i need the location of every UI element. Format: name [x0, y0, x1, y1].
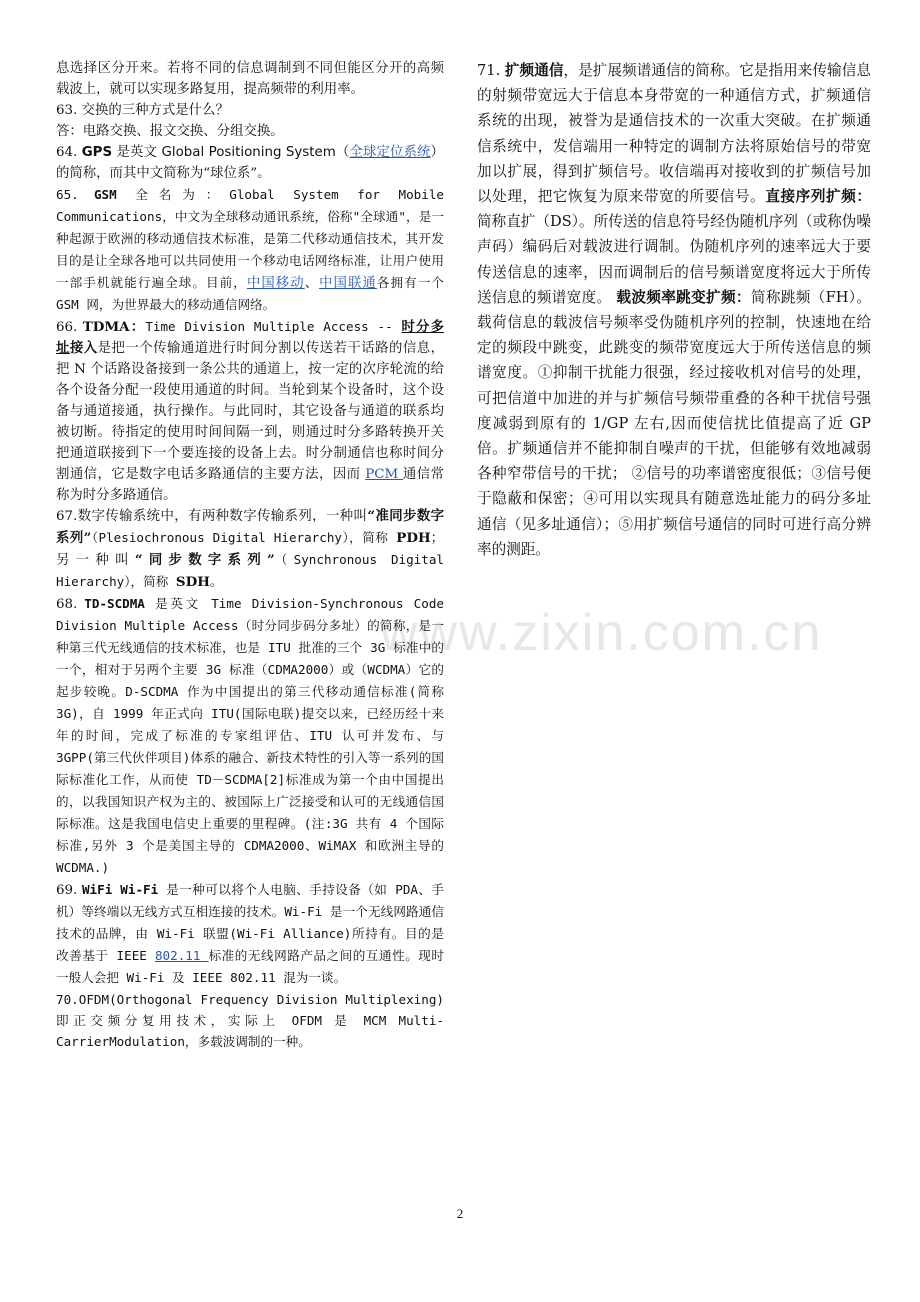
text: 通信常称为时分多路通信。	[56, 467, 444, 503]
text: 是英文 Time Division-Synchronous Code Division Multiple Access（时分同步码分多址）的简称，是一种第三代无线通信的技术标准，也是 ITU 批准的三个 3G 标准中的一个，相对于另两个主要 3G 标准（CDMA2000）或（WCDMA）它的起步较晚。D-SCDMA 作为中国提出的第三代移动通信标准(简称 3G)，自 1999 年正式向 ITU(国际电联)提交以来，已经历经十来年的时间，完成了标准的专家组评估、ITU 认可并发布、与 3GPP(第三代伙伴项目)体系的融合、新技术特性的引入等一系列的国际标准化工作，从而使 TD－SCDMA[2]标准成为第一个由中国提出的，以我国知识产权为主的、被国际上广泛接受和认可的无线通信国际标准。这是我国电信史上重要的里程碑。(注:3G 共有 4 个国际标准,另外 3 个是美国主导的 CDMA2000、WiMAX 和欧洲主导的 WCDMA.)	[56, 596, 444, 875]
text: （	[335, 145, 350, 160]
term-access: 接入	[69, 340, 98, 356]
term-sdh-series: “同步数字系列”	[134, 552, 275, 568]
answer-63: 答：电路交换、报文交换、分组交换。	[56, 124, 284, 139]
text: 简称跳频（FH）。载荷信息的载波信号频率受伪随机序列的控制，快速地在给定的频段中跳变，此跳变的频带宽度远大于所传送信息的频谱宽度。①抑制干扰能力很强，经过接收机对信号的处理，可把信道中加进的并与扩频信号频带重叠的各种干扰信号强度减弱到原有的 1/GP 左右,因而使信扰比值提高了近 GP 倍。扩频通信并不能抑制自噪声的干扰，但能够有效地减弱各种窄带信号的干扰； ②信号的功率谱密度很低；③信号便于隐蔽和保密；④可用以实现具有随意选址能力的码分多址通信（见多址通信）；⑤用扩频信号通信的同时可进行高分辨率的测距。	[477, 288, 871, 558]
text: 是一种可以将个人电脑、手持设备（如 PDA、手机）等终端以无线方式互相连接的技术。Wi-Fi 是一个无线网路通信技术的品牌，由 Wi-Fi 联盟(Wi-Fi Alliance)所持有。目的是改善基于 IEEE	[56, 882, 444, 963]
item-number: 66.	[56, 320, 83, 335]
paragraph-71	[477, 58, 871, 562]
text: （Plesiochronous Digital Hierarchy），简称	[91, 530, 397, 545]
link-global-positioning-system[interactable]: 全球定位系统	[349, 145, 431, 160]
link-802-11[interactable]: 802.11	[154, 948, 209, 963]
link-china-mobile[interactable]: 中国移动	[246, 276, 305, 291]
item-number: 69.	[56, 883, 82, 898]
item-number: 65.	[56, 187, 79, 202]
paragraph-67	[56, 506, 444, 593]
text: 、	[304, 276, 320, 291]
term-gsm: GSM	[93, 187, 117, 202]
text: 是把一个传输通道进行时间分割以传送若干话路的信息，把 N 个话路设备接到一条公共的通道上，按一定的次序轮流的给各个设备分配一段使用通道的时间。当轮到某个设备时，这个设备与通道接通，执行操作。与此同时，其它设备与通道的联系均被切断。待指定的使用时间间隔一到，则通过时分多路转换开关把通道联接到下一个要连接的设备上去。时分制通信也称时间分割通信，它是数字电话多路通信的主要方法，因而	[56, 341, 444, 482]
text: 是英文	[112, 145, 162, 160]
paragraph-70: 70.OFDM(Orthogonal Frequency Division Multiplexing)即正交频分复用技术，实际上 OFDM 是 MCM Multi-CarrierModulation，多载波调制的一种。	[56, 992, 444, 1049]
paragraph-69	[56, 879, 444, 989]
text: （Synchronous Digital Hierarchy），简称	[56, 552, 445, 589]
term-spread-spectrum: 扩频通信	[504, 62, 564, 79]
term-english: Global Positioning System	[161, 145, 336, 160]
text: 简称直扩（DS）。所传送的信息符号经伪随机序列（或称伪噪声码）编码后对载波进行调制。伪随机序列的速率远大于要传送信息的速率，因而调制后的信号频谱宽度将远大于所传送信息的频谱宽度。	[477, 213, 871, 306]
text: 67.数字传输系统中，有两种数字传输系列，一种叫	[56, 509, 368, 524]
text: 。	[209, 575, 224, 590]
text: 全名为：Global System for Mobile Communications，中文为全球移动通讯系统，俗称"全球通"，是一种起源于欧洲的移动通信技术标准，是第二代移动通信技术，其开发目的是让全球各地可以共同使用一个移动电话网络标准，让用户使用一部手机就能行遍全球。目前，	[56, 187, 444, 290]
item-number: 68.	[56, 597, 85, 612]
paragraph-66	[56, 316, 444, 506]
term-tdma: TDMA：	[82, 319, 146, 335]
term-td-scdma: TD-SCDMA	[84, 596, 145, 611]
paragraph-64	[56, 142, 444, 184]
text: ）的简称，而其中文简称为“球位系”。	[56, 145, 444, 181]
term-sdh: SDH	[175, 574, 210, 590]
text: 标准的无线网路产品之间的互通性。现时一般人会把 Wi-Fi 及 IEEE 802.11 混为一谈。	[56, 948, 445, 985]
text: ，是扩展频谱通信的简称。它是指用来传输信息的射频带宽远大于信息本身带宽的一种通信方式，扩频通信系统的出现，被誉为是通信技术的一次重大突破。在扩频通信系统中，发信端用一种特定的调制方法将原始信号的带宽加以扩展，得到扩频信号。收信端再对接收到的扩频信号加以处理，把它恢复为原来带宽的所要信号。	[477, 62, 871, 206]
term-pdh-series: “准同步数字系列”	[56, 508, 445, 546]
question-63: 63. 交换的三种方式是什么？	[56, 103, 229, 118]
left-column	[56, 58, 444, 1052]
term-gps: GPS	[81, 145, 113, 160]
term-wifi: WiFi Wi-Fi	[81, 882, 159, 897]
paragraph-65	[56, 184, 444, 316]
link-pcm[interactable]: PCM	[365, 467, 403, 482]
item-number: 71.	[477, 62, 505, 79]
term-pdh: PDH	[396, 530, 431, 546]
watermark: www.zixin.com.cn	[380, 604, 823, 662]
paragraph-intro: 息选择区分开来。若将不同的信息调制到不同但能区分开的高频载波上，就可以实现多路复用，提高频带的利用率。	[56, 61, 444, 97]
text: ；另一种叫	[56, 531, 445, 568]
term-direct-sequence: 直接序列扩频：	[765, 188, 871, 206]
item-number: 64.	[56, 145, 82, 160]
page-number: 2	[456, 1206, 464, 1221]
text: 各拥有一个 GSM 网，为世界最大的移动通信网络。	[56, 275, 445, 312]
paragraph-68	[56, 593, 444, 879]
link-china-unicom[interactable]: 中国联通	[319, 276, 377, 291]
term-frequency-hopping: 载波频率跳变扩频：	[616, 288, 751, 306]
text: Time Division Multiple Access --	[145, 319, 402, 334]
right-column	[477, 58, 871, 562]
term-time-division: 时分多址	[56, 319, 444, 356]
